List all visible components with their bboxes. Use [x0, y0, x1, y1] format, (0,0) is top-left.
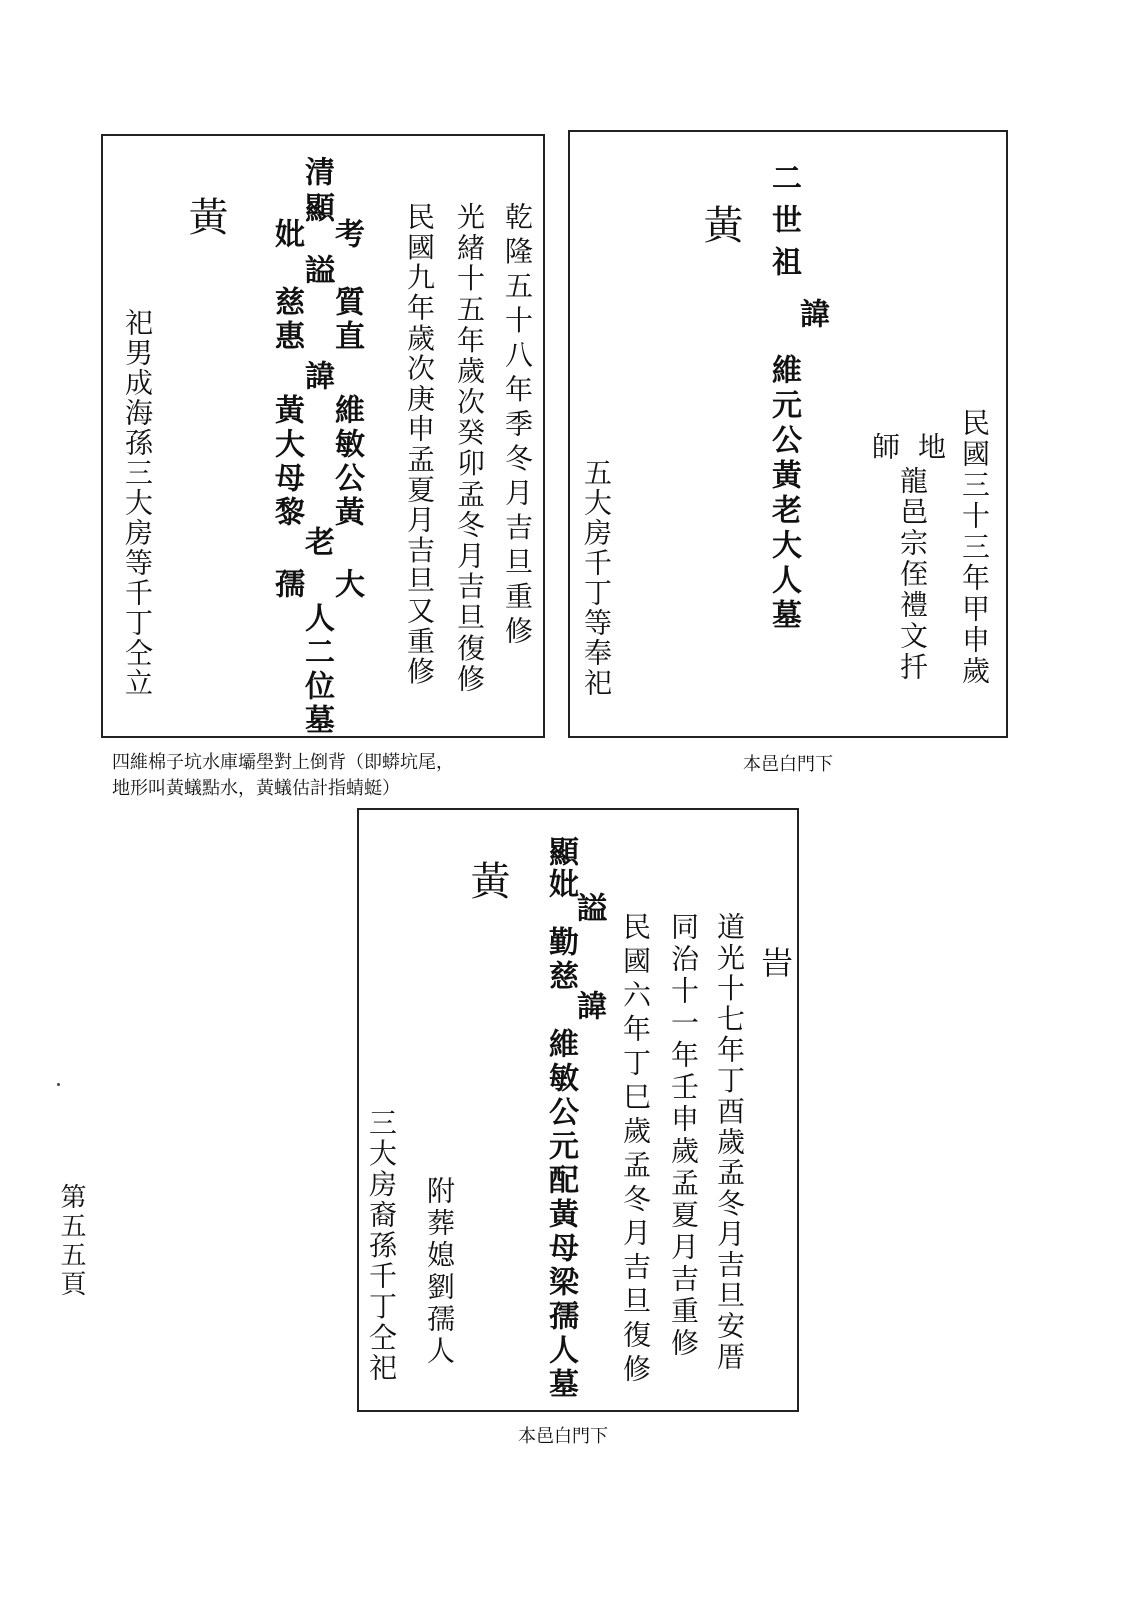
tablet-a-main-father-3: 維敏公黃: [329, 394, 364, 530]
tablet-a-caption-line-1: 四維棉子坑水庫壩壆對上倒背（即蟒坑尾，: [112, 752, 454, 773]
tablet-b-main-hui: 諱: [794, 298, 829, 328]
tablet-b-date: 民國三十三年甲申歲: [958, 408, 991, 687]
tablet-c-main-5: 諱: [571, 990, 606, 1020]
tablet-c-date-3: 民國六年丁巳歲孟冬月吉旦復修: [619, 912, 652, 1388]
tablet-b-geomancer-2: 龍邑宗侄禮文扦: [896, 466, 929, 683]
tablet-a-main-mid4: 老: [299, 526, 334, 556]
tablet-c-date-2: 同治十一年壬申歲孟夏月吉重修: [667, 912, 700, 1360]
page-number: 第五五頁: [56, 1183, 86, 1299]
tablet-a-surname: 黃: [182, 196, 228, 236]
tablet-a-main-shared: 人二位墓: [299, 602, 334, 738]
tablet-c-main-1: 顯: [543, 836, 578, 866]
tablet-a-date-1: 乾隆五十八年季冬月吉旦重修: [501, 202, 534, 651]
tablet-a-main-mid3: 諱: [299, 360, 334, 390]
tablet-b-surname: 黃: [697, 204, 743, 244]
tablet-a-main-mother-4: 孺: [269, 568, 304, 598]
tablet-a: [101, 134, 545, 738]
tablet-c-main-3: 謚: [571, 892, 606, 922]
tablet-a-main-clan: 清: [299, 156, 334, 186]
tablet-a-date-2: 光緒十五年歲次癸卯孟冬月吉旦復修: [453, 202, 486, 695]
tablet-c-attached: 附葬媳劉孺人: [423, 1176, 456, 1368]
tablet-a-main-father-2: 質直: [329, 286, 364, 354]
tablet-a-main-mid1: 顯: [299, 192, 334, 222]
tablet-b-caption: 本邑白門下: [743, 754, 833, 775]
tablet-b-geomancer-1: 地: [914, 432, 947, 460]
tablet-c-top-char: 旹: [756, 946, 794, 978]
tablet-a-main-mid2: 謚: [299, 254, 334, 284]
tablet-a-main-mother-1: 妣: [269, 218, 304, 248]
scan-speck: [57, 1083, 60, 1086]
tablet-c-date-1: 道光十七年丁酉歲孟冬月吉旦安厝: [713, 912, 746, 1373]
tablet-b-main-bottom: 維元公黃老大人墓: [766, 354, 801, 634]
tablet-b-geomancer-3: 師: [868, 432, 901, 460]
tablet-a-main-mother-3: 黃大母黎: [269, 394, 304, 530]
tablet-b-main-top: 二世祖: [766, 162, 801, 288]
tablet-c-main-4: 勤慈: [543, 926, 578, 994]
tablet-a-main-father-1: 考: [329, 218, 364, 248]
tablet-a-donor: 祀男成海孫三大房等千丁仝立: [121, 308, 154, 698]
tablet-c-caption: 本邑白門下: [518, 1426, 608, 1447]
tablet-c: [357, 808, 799, 1412]
tablet-a-main-father-4: 大: [329, 568, 364, 598]
tablet-c-main-6: 維敏公元配黃母梁孺人墓: [543, 1028, 578, 1402]
tablet-c-surname: 黃: [464, 860, 510, 900]
tablet-a-date-3: 民國九年歲次庚申孟夏月吉旦又重修: [403, 202, 436, 687]
tablet-c-main-2: 妣: [543, 868, 578, 898]
tablet-b: [568, 130, 1008, 738]
tablet-c-donor: 三大房裔孫千丁仝祀: [365, 1108, 398, 1384]
tablet-a-caption-line-2: 地形叫黃蟻點水，黃蟻估計指蜻蜓）: [112, 778, 400, 799]
tablet-a-main-mother-2: 慈惠: [269, 286, 304, 354]
tablet-b-donor: 五大房千丁等奉祀: [580, 458, 613, 698]
